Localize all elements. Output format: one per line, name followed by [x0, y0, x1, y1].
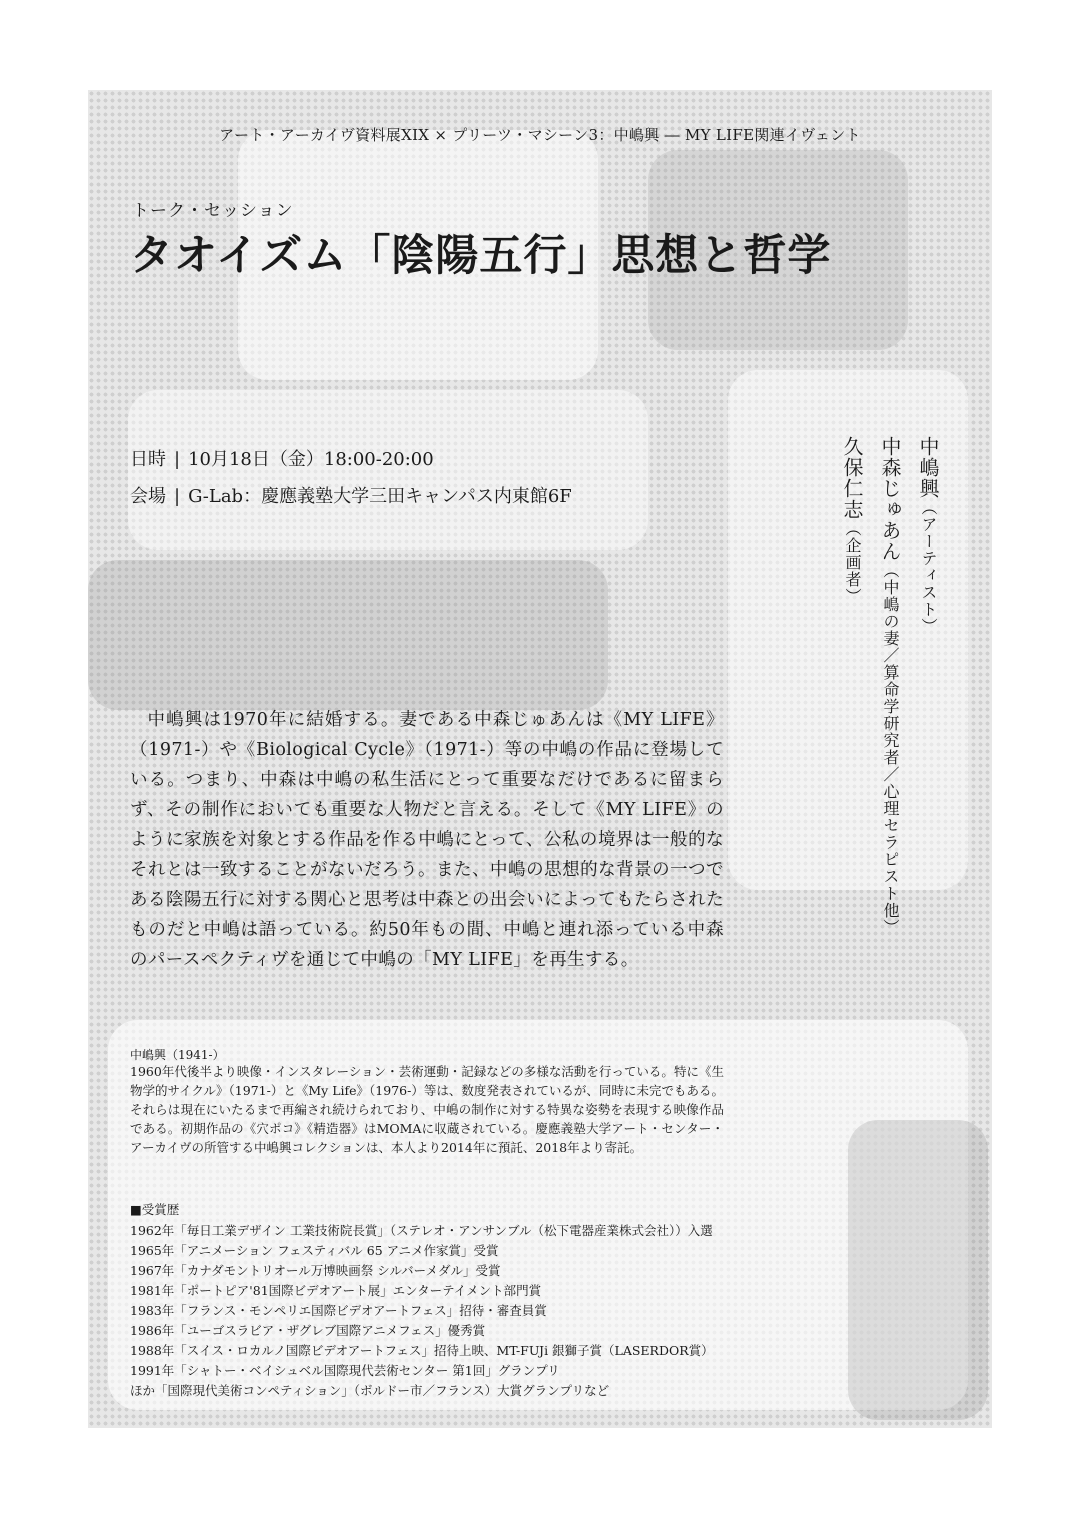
event-title: タオイズム「陰陽五行」思想と哲学	[130, 231, 832, 281]
essay-text: 中嶋興は1970年に結婚する。妻である中森じゅあんは《MY LIFE》（1971-）や《Biological Cycle》（1971-）等の中嶋の作品に登場している。つまり、中森は中嶋の私生活にとって重要なだけであるに留まらず、その制作においても重要な人物だと言える。そして《MY LIFE》のように家族を対象とする作品を作る中嶋にとって、公私の境界は一般的なそれとは一致することがないだろう。また、中嶋の思想的な背景の一つである陰陽五行に対する関心と思考は中森との出会いによってもたらされたものだと中嶋は語っている。約50年もの間、中嶋と連れ添っている中森のパースペクティヴを通じて中嶋の「MY LIFE」を再生する。	[130, 710, 724, 970]
awards-heading: ■受賞歴	[130, 1202, 180, 1217]
award-item: 1965年「アニメーション フェスティバル 65 アニメ作家賞」受賞	[130, 1243, 499, 1258]
award-item: ほか「国際現代美術コンペティション」（ボルドー市／フランス）大賞グランプリなど	[130, 1383, 610, 1398]
award-item: 1983年「フランス・モンペリエ国際ビデオアートフェス」招待・審査員賞	[130, 1303, 547, 1318]
award-item: 1988年「スイス・ロカルノ国際ビデオアートフェス」招待上映、MT-FUJi 銀獅子賞（LASERDOR賞）	[130, 1343, 714, 1358]
date-label: 日時	[130, 449, 166, 470]
speaker-role: （企画者）	[843, 520, 862, 605]
bio-text: 1960年代後半より映像・インスタレーション・芸術運動・記録などの多様な活動を行っている。特に《生物学的サイクル》（1971-）と《My Life》（1976-）等は、数度発表されているが、同時に未完でもある。それらは現在にいたるまで再編され続けられており、中嶋の制作に対する特異な姿勢を表現する映像作品である。初期作品の《穴ポコ》《精造器》はMOMAに収蔵されている。慶應義塾大学アート・センター・アーカイヴの所管する中嶋興コレクションは、本人より2014年に預託、2018年より寄託。	[130, 1064, 724, 1155]
award-item: 1967年「カナダモントリオール万博映画祭 シルバーメダル」受賞	[130, 1263, 501, 1278]
halftone-shadow	[848, 1120, 988, 1420]
venue-value: G-Lab：慶應義塾大学三田キャンパス内東館6F	[188, 486, 572, 507]
separator: |	[174, 486, 181, 507]
speaker-item	[914, 436, 943, 635]
award-item: 1991年「シャトー・ベイシュベル国際現代芸術センター 第1回」グランプリ	[130, 1363, 560, 1378]
speaker-role: （中嶋の妻／算命学研究者／心理セラピスト他）	[881, 562, 900, 936]
award-item: 1986年「ユーゴスラビア・ザグレブ国際アニメフェス」優秀賞	[130, 1323, 486, 1338]
venue-label: 会場	[130, 486, 166, 507]
speaker-item	[876, 436, 905, 936]
awards-section	[130, 1201, 780, 1401]
speaker-role: （アーティスト）	[919, 499, 938, 635]
speaker-name: 久保仁志	[840, 436, 864, 520]
date-line	[130, 445, 434, 471]
speaker-name: 中森じゅあん	[878, 436, 902, 562]
separator: |	[174, 449, 181, 470]
speaker-item	[838, 436, 867, 605]
venue-line	[130, 482, 572, 508]
halftone-shadow	[88, 560, 608, 710]
bio-heading: 中嶋興（1941-）	[130, 1048, 225, 1062]
series-title: アート・アーカイヴ資料展XIX × プリーツ・マシーン3：中嶋興 ― MY LIFE関連イヴェント	[219, 126, 861, 144]
event-type-label: トーク・セッション	[132, 201, 294, 221]
award-item: 1981年「ポートピア'81国際ビデオアート展」エンターテイメント部門賞	[130, 1283, 542, 1298]
date-value: 10月18日（金）18:00-20:00	[188, 449, 434, 470]
speaker-name: 中嶋興	[916, 436, 940, 499]
award-item: 1962年「毎日工業デザイン 工業技術院長賞」（ステレオ・アンサンブル（松下電器産業株式会社））入選	[130, 1223, 713, 1238]
